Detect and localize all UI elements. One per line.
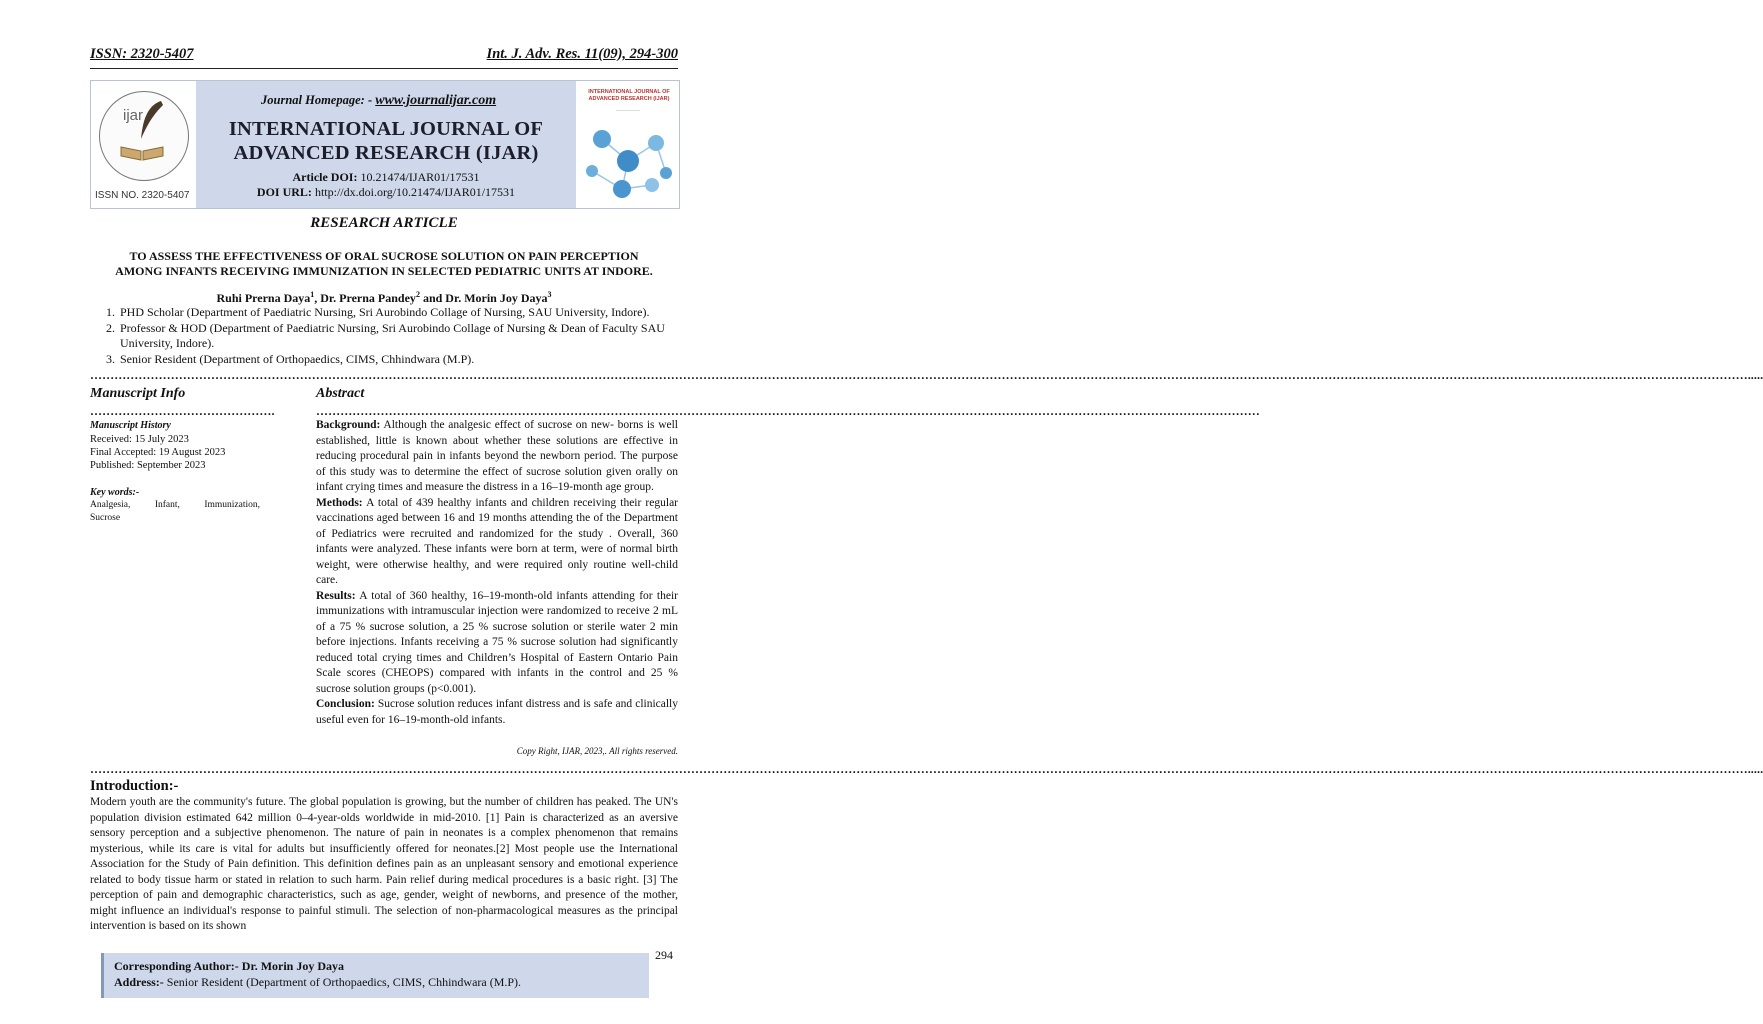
corresponding-label: Corresponding Author:- [114, 959, 242, 973]
journal-homepage [261, 93, 496, 109]
journal-cover-image [576, 81, 679, 208]
separator-dots: ……………………………………………………………………………………………………………………………………………………………………………………………………………… [316, 404, 1260, 418]
issn-label: ISSN: 2320-5407 [90, 46, 194, 62]
quill-icon [135, 99, 165, 143]
author-sup: 3 [547, 290, 552, 299]
paper-title-line-1: TO ASSESS THE EFFECTIVENESS OF ORAL SUCROSE SOLUTION ON PAIN PERCEPTION [129, 249, 639, 263]
background-label: Background: [316, 419, 381, 431]
abstract-background [316, 418, 678, 496]
keyword: Analgesia, [90, 500, 131, 510]
received-date: Received: 15 July 2023 [90, 434, 189, 445]
keywords-label: Key words:- [90, 487, 140, 498]
journal-reference: Int. J. Adv. Res. 11(09), 294-300 [486, 46, 678, 62]
paper-title [90, 249, 678, 279]
results-label: Results: [316, 589, 356, 602]
keyword-list [90, 499, 260, 525]
corresponding-author-box [101, 953, 649, 998]
affiliation-item: 3. Senior Resident (Department of Orthopaedics, CIMS, Chhindwara (M.P). [118, 352, 678, 368]
doi-label: Article DOI: [292, 170, 358, 184]
author-list [90, 290, 678, 306]
author-separator: and [419, 291, 446, 305]
journal-title [201, 117, 571, 165]
separator-dots: ………………………………………. [90, 404, 275, 418]
affiliation-item: 1. PHD Scholar (Department of Paediatric Nursing, Sri Aurobindo Collage of Nursing, SAU University, Indore). [118, 305, 678, 321]
book-icon [119, 143, 165, 161]
doi-value: 10.21474/IJAR01/17531 [360, 170, 480, 184]
manuscript-info-heading: Manuscript Info [90, 386, 186, 401]
homepage-link[interactable]: www.journalijar.com [375, 93, 497, 108]
author-name: Dr. Prerna Pandey [320, 291, 416, 305]
journal-logo [91, 81, 196, 208]
address-label: Address:- [114, 975, 164, 989]
logo-issn: ISSN NO. 2320-5407 [95, 190, 190, 201]
keyword: Sucrose [90, 513, 121, 523]
author-sup: 2 [415, 290, 420, 299]
paper-title-line-2: AMONG INFANTS RECEIVING IMMUNIZATION IN SELECTED PEDIATRIC UNITS AT INDORE. [115, 264, 653, 278]
journal-banner [90, 80, 680, 209]
corresponding-address [114, 974, 649, 990]
page-number: 294 [655, 948, 673, 962]
affiliation-item: 2. Professor & HOD (Department of Paediatric Nursing, Sri Aurobindo Collage of Nursing & Dean of Faculty SAU University, Indore). [118, 321, 678, 352]
keyword: Infant, [154, 500, 180, 510]
background-text: Although the analgesic effect of sucrose on new- borns is well established, little is known about whether these solutions are effective in reducing procedural pain in infants beyond the newborn period. The purpose of this study was to determine the effect of sucrose solution given orally on infant crying times and measure the distress in a 16‒19-month age group. [316, 419, 678, 493]
separator-dots: ……………………………………………………………………………………………………………………………………………………………………………………………………………………………………………………………………………………………………………………………………………………………………………..... [90, 762, 1763, 776]
cover-subtitle-lines: —————— [616, 107, 640, 112]
author-sup: 1 [310, 290, 315, 299]
journal-title-line-2: ADVANCED RESEARCH (IJAR) [233, 142, 539, 164]
affiliation-list [90, 305, 678, 367]
corresponding-name: Dr. Morin Joy Daya [241, 959, 345, 973]
doi-url-label: DOI URL: [256, 185, 312, 199]
address-value: Senior Resident (Department of Orthopaedics, CIMS, Chhindwara (M.P). [163, 975, 522, 989]
homepage-label: Journal Homepage: - [261, 93, 376, 107]
conclusion-label: Conclusion: [316, 698, 375, 710]
author-name: Dr. Morin Joy Daya [445, 291, 548, 305]
abstract-heading: Abstract [316, 386, 365, 401]
abstract-results [316, 589, 678, 698]
abstract-body [316, 418, 678, 728]
molecule-graphic [582, 119, 674, 203]
author-separator: , [314, 291, 321, 305]
keyword: Immunization, [204, 500, 260, 510]
article-type: RESEARCH ARTICLE [310, 215, 458, 231]
abstract-methods [316, 496, 678, 589]
introduction-body: Modern youth are the community's future. The global population is growing, but the number of children has peaked. The UN's population division estimated 642 million 0–4-year-olds worldwide in mid-2010. [1] Pain is characterized as an aversive sensory perception and a subjective phenomenon. The nature of pain in neonates is a complex phenomenon that remains mysterious, while its care is vital for adults but insufficiently offered for neonates.[2] Most people use the International Association for the Study of Pain definition. This definition defines pain as an unpleasant sensory and emotional experience related to body tissue harm or stated in relation to such harm. Pain relief during medical procedures is a basic right. [3] The perception of pain and demographic characteristics, such as age, gender, weight of newborns, and presence of the mother, might influence an individual's response to painful stimuli. The selection of non-pharmacological measures as the principal intervention is based on its shown [90, 796, 678, 932]
manuscript-history-label: Manuscript History [90, 420, 171, 431]
cover-title: INTERNATIONAL JOURNAL OF ADVANCED RESEARCH (IJAR) [588, 89, 670, 102]
methods-text: A total of 439 healthy infants and children receiving their regular vaccinations aged between 16 and 19 months attending the of the Department of Pediatrics were recruited and randomized for the study . Overall, 360 infants were analyzed. These infants were born at term, were of normal birth weight, were otherwise healthy, and were required only routine well-child care. [316, 496, 678, 586]
doi-block [201, 170, 571, 200]
running-header [90, 46, 678, 69]
accepted-date: Final Accepted: 19 August 2023 [90, 447, 226, 458]
author-name: Ruhi Prerna Daya [216, 291, 311, 305]
journal-title-line-1: INTERNATIONAL JOURNAL OF [228, 118, 544, 140]
logo-text: ijar [123, 107, 144, 124]
corresponding-author [114, 958, 649, 974]
introduction-heading: Introduction:- [90, 778, 179, 794]
doi-url-link[interactable]: http://dx.doi.org/10.21474/IJAR01/17531 [314, 185, 516, 199]
copyright-notice: Copy Right, IJAR, 2023,. All rights reserved. [516, 746, 678, 756]
conclusion-text: Sucrose solution reduces infant distress and is safe and clinically useful even for 16‒19-month-old infants. [316, 698, 678, 726]
separator-dots: ……………………………………………………………………………………………………………………………………………………………………………………………………………………………………………………………………………………………………………………………………………………………………………..... [90, 368, 1763, 382]
methods-label: Methods: [316, 496, 363, 509]
results-text: A total of 360 healthy, 16‒19-month-old infants attending for their immunizations with intramuscular injection were randomized to receive 2 mL of a 75 % sucrose solution, a 25 % sucrose solution or sterile water 2 min before injections. Infants receiving a 75 % sucrose solution had significantly reduced total crying times and Children’s Hospital of Eastern Ontario Pain Scale scores (CHEOPS) compared with infants in the control and 25 % sucrose solution groups (p<0.001). [316, 589, 678, 695]
published-date: Published: September 2023 [90, 460, 206, 471]
abstract-conclusion [316, 697, 678, 728]
